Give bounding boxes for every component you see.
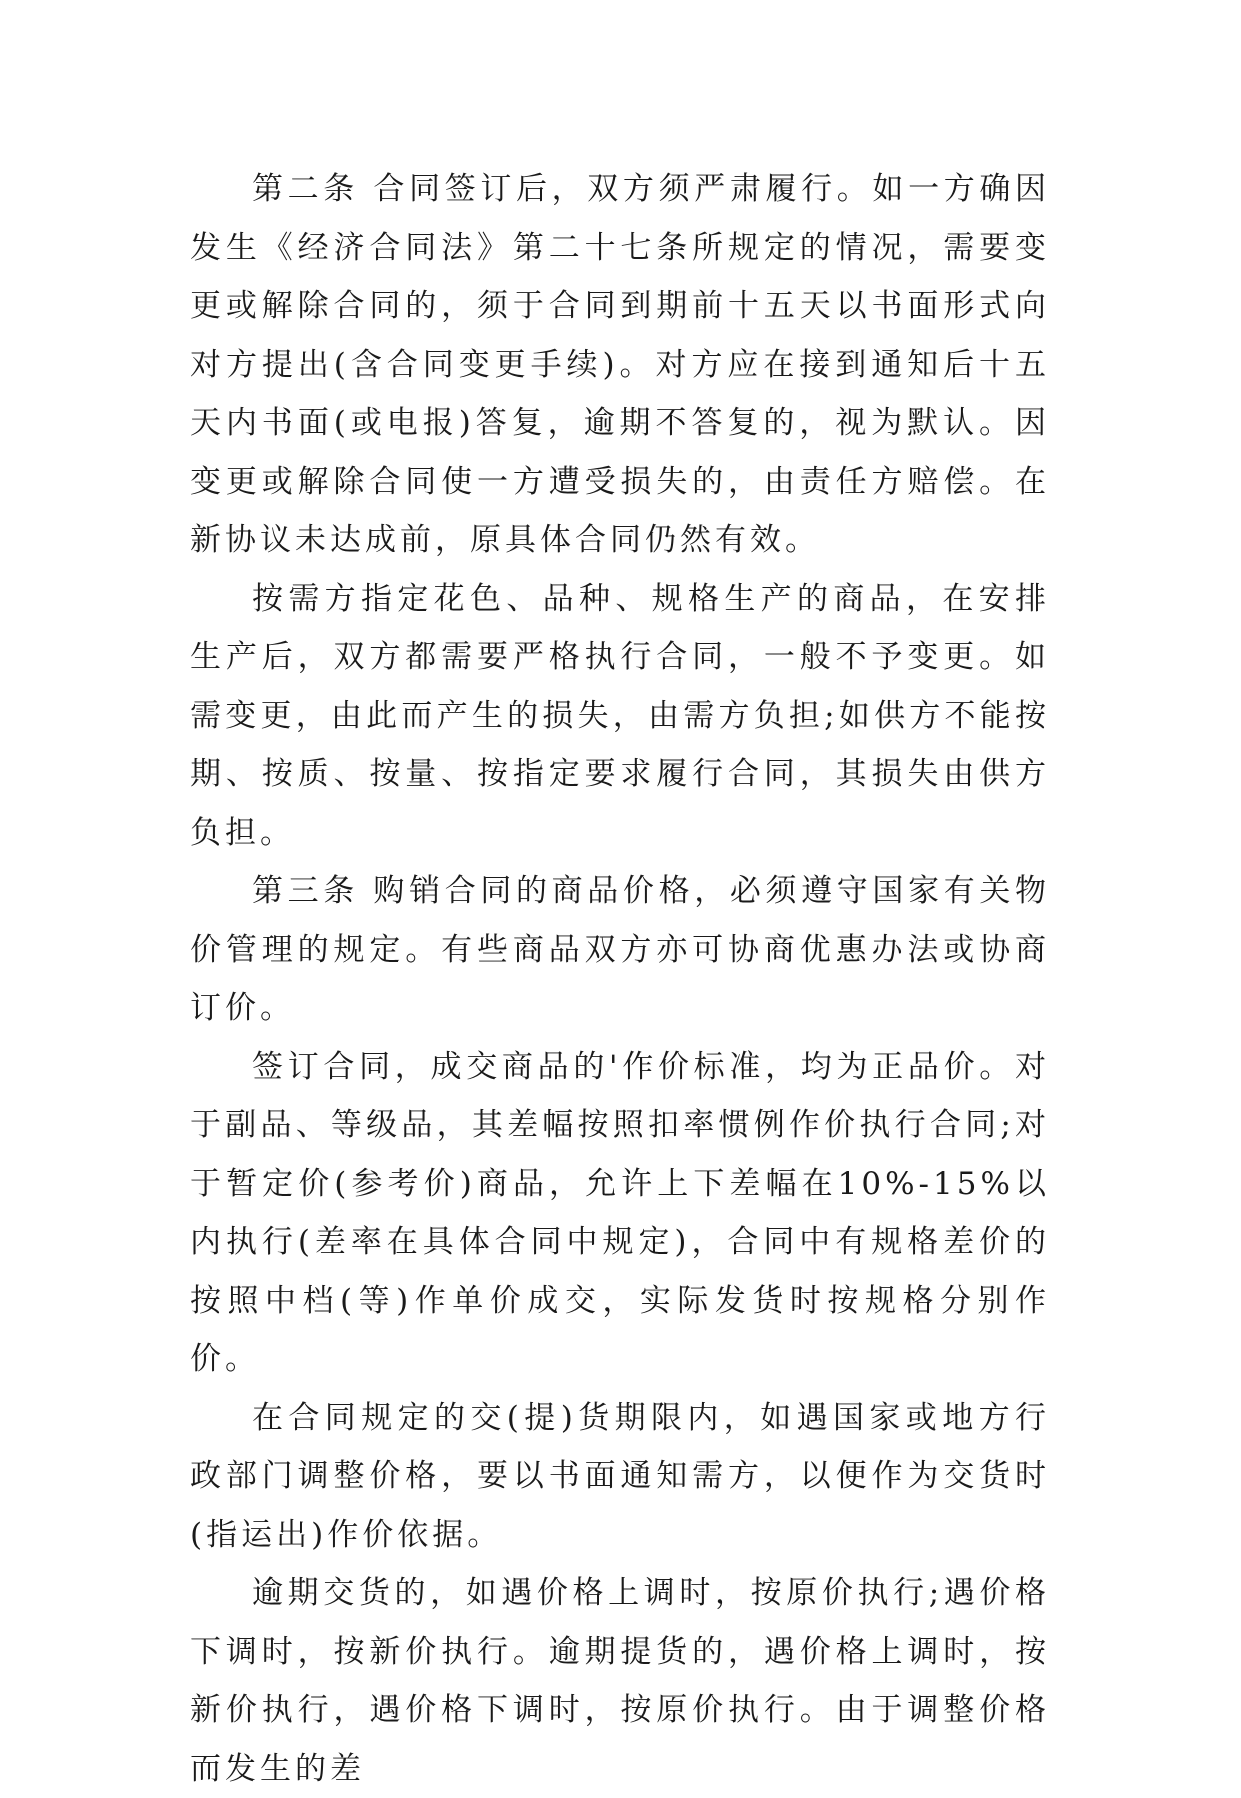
paragraph-article-3: 第三条 购销合同的商品价格，必须遵守国家有关物价管理的规定。有些商品双方亦可协商优惠办法或协商订价。 <box>190 873 1050 1026</box>
paragraph-overdue-delivery: 逾期交货的，如遇价格上调时，按原价执行;遇价格下调时，按新价执行。逾期提货的，遇价格上调时，按新价执行，遇价格下调时，按原价执行。由于调整价格而发生的差 <box>190 1575 1050 1787</box>
document-body <box>190 160 1050 1798</box>
paragraph-article-2: 第二条 合同签订后，双方须严肃履行。如一方确因发生《经济合同法》第二十七条所规定的情况，需要变更或解除合同的，须于合同到期前十五天以书面形式向对方提出(含合同变更手续)。对方应在接到通知后十五天内书面(或电报)答复，逾期不答复的，视为默认。因变更或解除合同使一方遭受损失的，由责任方赔偿。在新协议未达成前，原具体合同仍然有效。 <box>190 171 1050 558</box>
paragraph-pricing-standard: 签订合同，成交商品的'作价标准，均为正品价。对于副品、等级品，其差幅按照扣率惯例作价执行合同;对于暂定价(参考价)商品，允许上下差幅在10%-15%以内执行(差率在具体合同中规定)，合同中有规格差价的按照中档(等)作单价成交，实际发货时按规格分别作价。 <box>190 1048 1050 1377</box>
paragraph-price-adjustment: 在合同规定的交(提)货期限内，如遇国家或地方行政部门调整价格，要以书面通知需方，以便作为交货时(指运出)作价依据。 <box>190 1399 1050 1553</box>
paragraph-custom-goods: 按需方指定花色、品种、规格生产的商品，在安排生产后，双方都需要严格执行合同，一般不予变更。如需变更，由此而产生的损失，由需方负担;如供方不能按期、按质、按量、按指定要求履行合同，其损失由供方负担。 <box>190 580 1050 851</box>
